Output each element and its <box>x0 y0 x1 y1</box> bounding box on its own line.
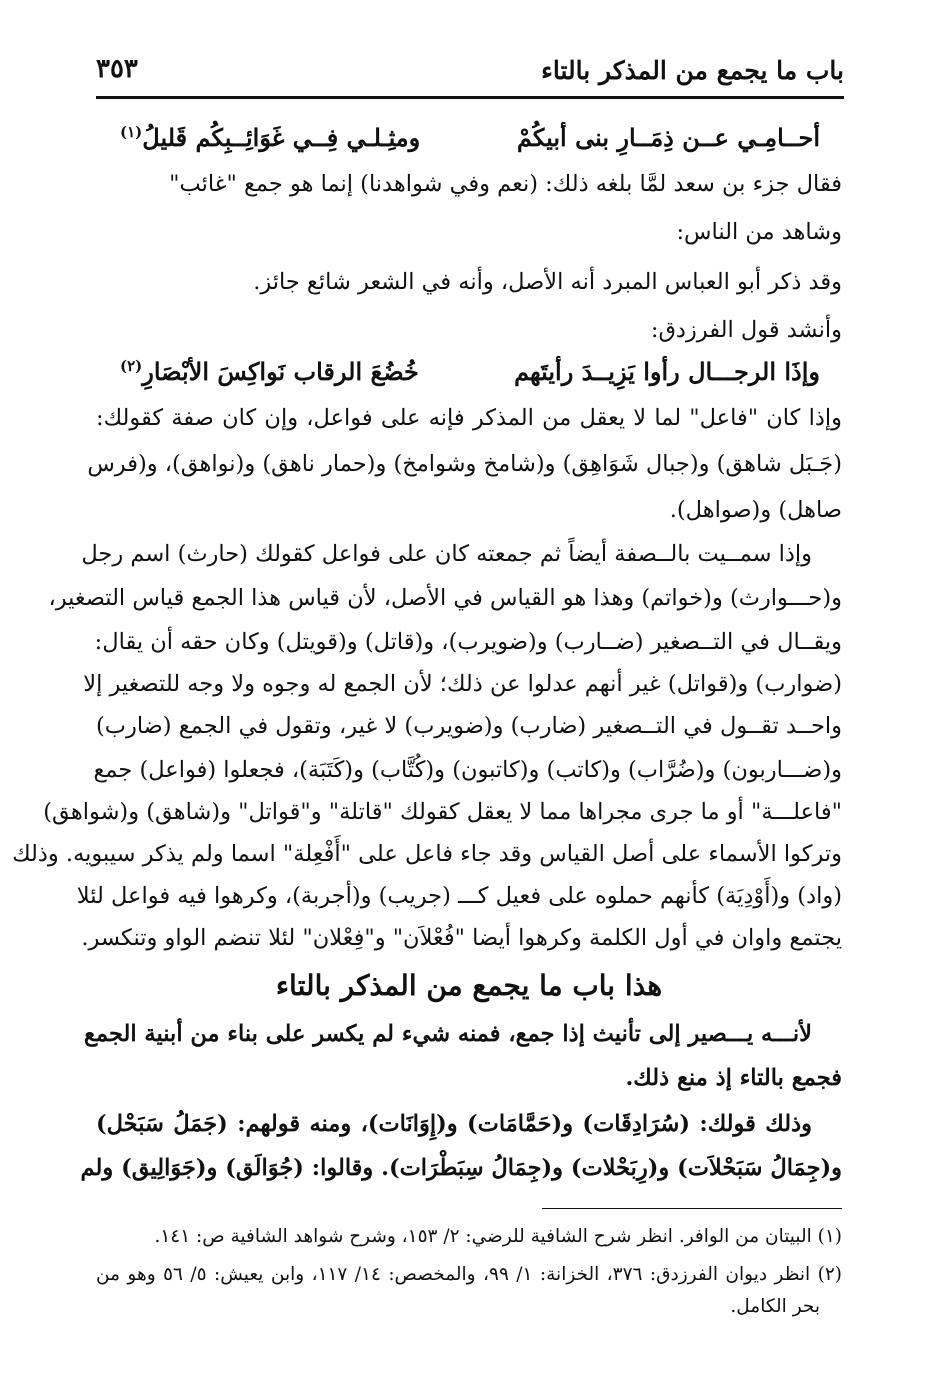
text-line: "فاعلـــة" أو ما جرى مجراها مما لا يعقل كقولك "قاتلة" و"قواتل" و(شاهق) و(شواهق) <box>43 799 842 825</box>
text-line: لأنـــه يـــصير إلى تأنيث إذا جمع، فمنه شيء لم يكسر على بناء من أبنية الجمع <box>83 1021 812 1047</box>
section-heading: هذا باب ما يجمع من المذكر بالتاء <box>275 969 663 1002</box>
text-line: (ضوارب) و(قواتل) غير أنهم عدلوا عن ذلك؛ لأن الجمع له وجوه ولا وجه للتصغير إلا <box>83 671 842 697</box>
text-line: فجمع بالتاء إذ منع ذلك. <box>625 1065 842 1091</box>
text-line: يجتمع واوان في أول الكلمة وكرهوا أيضا "فُعْلاَن" و"فِعْلان" لئلا تنضم الواو وتنكسر. <box>81 925 842 951</box>
text-line: (جَـبَل شاهق) و(جبال شَوَاهِق) و(شامخ وشوامخ) و(حمار ناهق) و(نواهق)، و(فرس <box>87 451 842 477</box>
text-line: ويقــال في التــصغير (ضــارب) و(ضويرب)، و(قاتل) و(قويتل) وكان حقه أن يقال: <box>94 629 842 655</box>
footnote-divider <box>542 1208 842 1209</box>
page-header <box>96 48 844 99</box>
verse-1-second-hemistich <box>120 118 420 158</box>
running-title: باب ما يجمع من المذكر بالتاء <box>541 56 844 85</box>
verse-1 <box>120 118 820 158</box>
verse-2-second-hemistich-text: خُضُعَ الرقاب نَواكِسَ الأبْصَارِ <box>142 357 419 386</box>
text-line: وأنشد قول الفرزدق: <box>650 317 842 343</box>
text-line: واحــد تقــول في التــصغير (ضارب) و(ضويرب) لا غير، وتقول في الجمع (ضارب) <box>96 713 842 739</box>
verse-2 <box>120 352 820 392</box>
verse-1-second-hemistich-text: ومثِـلـي فِــي غَوَائِــبِكُم قَليلُ <box>142 123 421 152</box>
text-line: وإذا سمــيت بالــصفة أيضاً ثم جمعته كان على فواعل كقولك (حارث) اسم رجل <box>81 541 812 567</box>
text-line: صاهل) و(صواهل). <box>669 497 842 523</box>
text-line: و(ضـــاربون) و(ضُرَّاب) و(كاتب) و(كاتبون) و(كُتَّاب) و(كَتَبَة)، فجعلوا (فواعل) جمع <box>93 757 842 783</box>
text-line: و(جِمَالُ سَبَحْلاَت) و(رِبَحْلات) و(جِمَالُ سِبَطْرَات). وقالوا: (جُوَالَق) و(جَوَالِيق) ولم <box>80 1155 842 1181</box>
footnote-marker-1: (١) <box>120 123 143 141</box>
text-line: وشاهد من الناس: <box>676 219 842 245</box>
text-line: وإذا كان "فاعل" لما لا يعقل من المذكر فإنه على فواعل، وإن كان صفة كقولك: <box>96 405 842 431</box>
text-line: فقال جزء بن سعد لمَّا بلغه ذلك: (نعم وفي شواهدنا) إنما هو جمع "غائب" <box>169 171 842 197</box>
verse-2-first-hemistich: وإذَا الرجـــال رأوا يَزِيــدَ رأيتَهم <box>514 357 820 386</box>
text-line: وتركوا الأسماء على أصل القياس وقد جاء فاعل على "أَفْعِلة" اسما ولم يذكر سيبويه. وذلك <box>12 841 842 867</box>
text-line: وذلك قولك: (سُرَادِقَات) و(حَمَّامَات) و(إِوَانَات)، ومنه قولهم: (جَمَلُ سَبَحْل) <box>96 1111 812 1137</box>
text-line: (واد) و(أَوْدِيَة) كأنهم حملوه على فعيل كـــ (جريب) و(أجربة)، وكرهوا فيه فواعل لئلا <box>76 883 842 909</box>
text-line: وقد ذكر أبو العباس المبرد أنه الأصل، وأنه في الشعر شائع جائز. <box>253 269 842 295</box>
verse-1-first-hemistich: أحــامِـي عــن ذِمَــارِ بنى أبيكُمْ <box>516 123 820 152</box>
text-line: و(حـــوارث) و(خواتم) وهذا هو القياس في الأصل، لأن قياس هذا الجمع قياس التصغير، <box>48 585 842 611</box>
footnote-1: (١) البيتان من الوافر. انظر شرح الشافية للرضي: ٢/ ١٥٣، وشرح شواهد الشافية ص: ١٤١. <box>154 1226 842 1247</box>
footnote-2-continuation: بحر الكامل. <box>730 1296 820 1317</box>
footnote-2: (٢) انظر ديوان الفرزدق: ٣٧٦، الخزانة: ١/ ٩٩، والمخصص: ١٤/ ١١٧، وابن يعيش: ٥/ ٥٦ وهو من <box>96 1264 842 1285</box>
footnote-marker-2: (٢) <box>120 357 143 375</box>
page-number: ٣٥٣ <box>96 54 138 84</box>
verse-2-second-hemistich <box>120 352 419 392</box>
